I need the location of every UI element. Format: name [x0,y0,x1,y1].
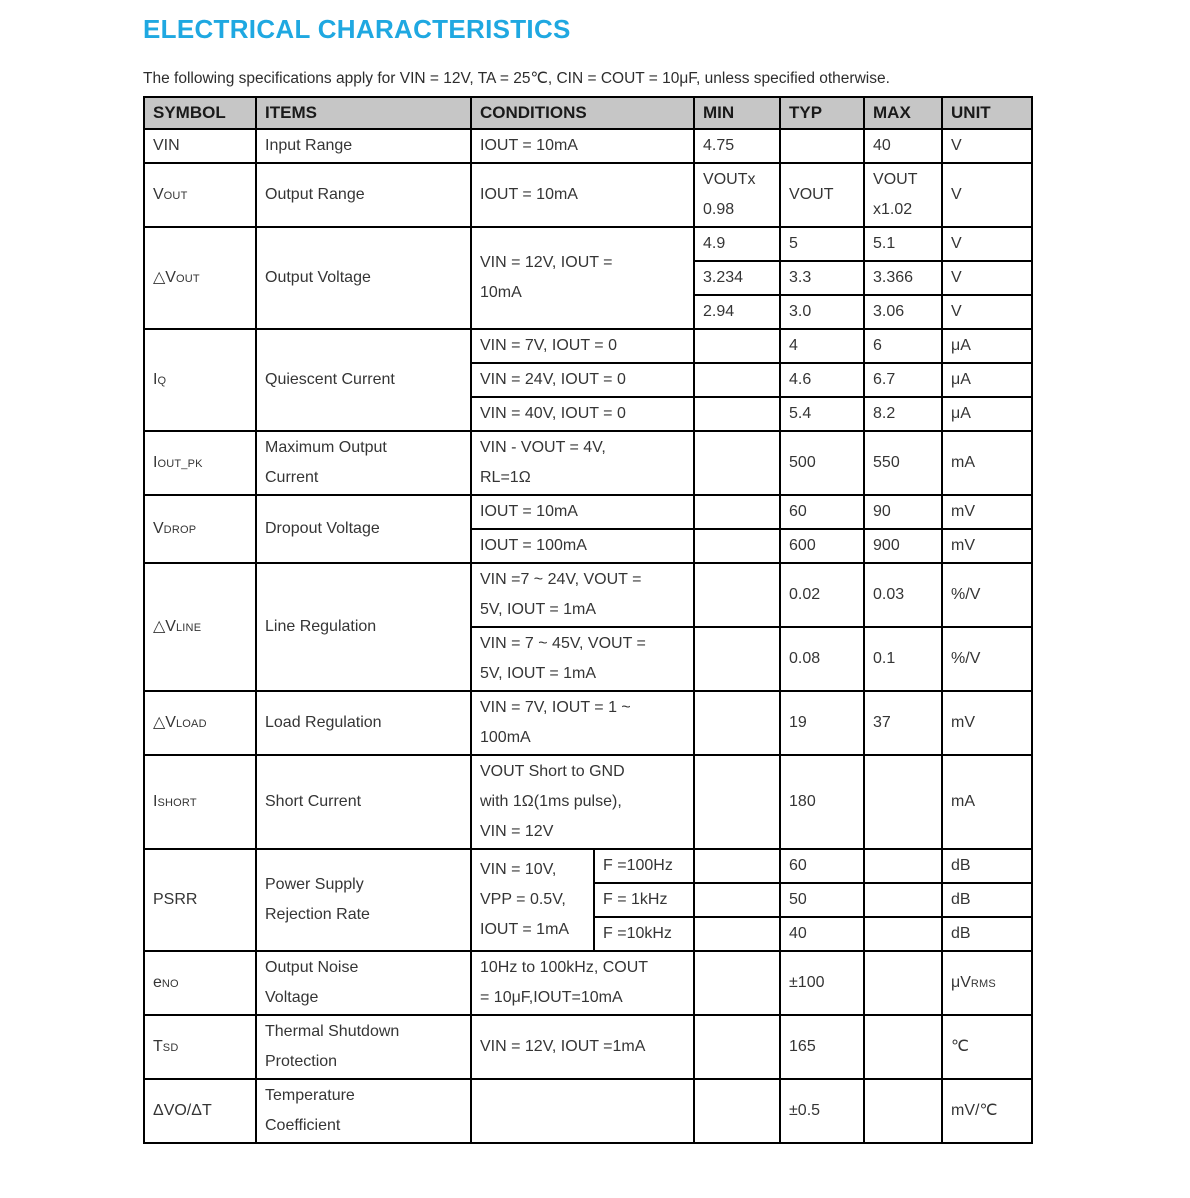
unit-cell [942,529,1032,563]
symbol-cell [144,431,256,495]
cell-text: Power Supply [265,876,364,893]
item-cell [256,563,471,691]
unit-cell [942,755,1032,849]
cell-text: Output Range [265,186,365,203]
symbol-subscript: LOAD [175,717,207,730]
cell-text: ℃ [951,1038,969,1055]
cell-text: %/V [951,650,981,667]
cell-text: Maximum Output [265,439,387,456]
condition-right-cell [594,849,694,883]
cell-text: 500 [789,454,816,471]
cell-text: ±0.5 [789,1102,821,1119]
col-header-items: ITEMS [256,97,471,129]
symbol-subscript: SD [162,1041,179,1054]
cell-text: F =10kHz [603,925,672,942]
cell-text: 0.08 [789,650,821,667]
min-cell [694,627,780,691]
max-cell [864,431,942,495]
cell-text: %/V [951,586,981,603]
cell-text: mV [951,714,976,731]
typ-cell [780,755,864,849]
min-cell [694,563,780,627]
max-cell [864,849,942,883]
item-cell [256,129,471,163]
cell-text: mV/℃ [951,1102,998,1119]
condition-cell [471,529,694,563]
symbol-subscript: OUT_PK [157,457,203,470]
cell-text: VOUT [873,171,918,188]
cell-text: 90 [873,503,891,520]
cell-text: mV [951,537,976,554]
cell-text: 6 [873,337,882,354]
min-cell [694,755,780,849]
document-content [143,0,1035,1144]
cell-text: 40 [873,137,891,154]
condition-cell [471,691,694,755]
col-header-typ: TYP [780,97,864,129]
symbol-cell [144,163,256,227]
cell-text: VIN = 24V, IOUT = 0 [480,371,626,388]
min-cell [694,1079,780,1143]
min-cell [694,431,780,495]
symbol-subscript: Q [157,374,167,387]
unit-cell [942,495,1032,529]
cell-text: Voltage [265,989,319,1006]
typ-cell [780,397,864,431]
cell-text: Current [265,469,319,486]
cell-text: V [153,185,164,203]
cell-text: 5.4 [789,405,812,422]
col-header-max: MAX [864,97,942,129]
table-row [144,431,1032,495]
max-cell [864,917,942,951]
typ-cell [780,431,864,495]
max-cell [864,227,942,261]
cell-text: 100mA [480,729,531,746]
max-cell [864,563,942,627]
cell-text: VIN [153,137,180,154]
typ-cell [780,627,864,691]
condition-right-cell [594,883,694,917]
symbol-subscript: OUT [163,189,188,202]
item-cell [256,1015,471,1079]
cell-text: 6.7 [873,371,896,388]
unit-cell [942,363,1032,397]
cell-text: V [153,519,164,537]
cell-text: VPP = 0.5V, [480,891,566,908]
intro-note: The following specifications apply for VIN = 12V, TA = 25℃, CIN = COUT = 10μF, unless specified otherwise. [143,70,890,87]
condition-cell [471,755,694,849]
condition-cell [471,397,694,431]
symbol-cell [144,329,256,431]
typ-cell [780,261,864,295]
cell-text: dB [951,925,971,942]
cell-text: V [951,303,962,320]
col-header-min: MIN [694,97,780,129]
cell-text: 2.94 [703,303,735,320]
min-cell [694,227,780,261]
cell-text: IOUT = 1mA [480,921,570,938]
cell-text: 550 [873,454,900,471]
cell-text: 600 [789,537,816,554]
cell-text: IOUT = 10mA [480,186,578,203]
symbol-cell [144,951,256,1015]
item-cell [256,1079,471,1143]
typ-cell [780,227,864,261]
cell-text: 60 [789,503,807,520]
typ-cell [780,883,864,917]
cell-text: Input Range [265,137,353,154]
cell-text: Thermal Shutdown [265,1023,400,1040]
cell-text: 5V, IOUT = 1mA [480,601,597,618]
symbol-cell [144,227,256,329]
cell-text: Load Regulation [265,714,382,731]
unit-cell [942,261,1032,295]
cell-text: 900 [873,537,900,554]
symbol-subscript: LINE [175,621,202,634]
typ-cell [780,849,864,883]
cell-text: PSRR [153,891,198,908]
condition-cell [471,1015,694,1079]
cell-text: 5.1 [873,235,896,252]
typ-cell [780,295,864,329]
cell-text: F =100Hz [603,857,673,874]
cell-text: 0.98 [703,201,735,218]
max-cell [864,951,942,1015]
typ-cell [780,1079,864,1143]
cell-text: Output Noise [265,959,359,976]
cell-text: e [153,973,162,991]
cell-text: V [951,186,962,203]
cell-text: VIN = 7 ~ 45V, VOUT = [480,635,646,652]
unit-cell [942,849,1032,883]
item-cell [256,431,471,495]
table-row [144,1015,1032,1079]
cell-text: VIN = 40V, IOUT = 0 [480,405,626,422]
spec-table-body [144,129,1032,1143]
item-cell [256,691,471,755]
item-cell [256,849,471,951]
unit-cell [942,1015,1032,1079]
table-row [144,227,1032,261]
item-cell [256,329,471,431]
cell-text: VOUT [789,186,834,203]
table-row [144,495,1032,529]
cell-text: Line Regulation [265,618,377,635]
table-row [144,951,1032,1015]
cell-text: ΔVO/ΔT [153,1102,212,1119]
cell-text: Rejection Rate [265,906,370,923]
min-cell [694,691,780,755]
symbol-cell [144,1079,256,1143]
cell-text: 4.9 [703,235,726,252]
max-cell [864,529,942,563]
table-row [144,691,1032,755]
unit-cell [942,397,1032,431]
electrical-characteristics-table [143,96,1033,1144]
min-cell [694,163,780,227]
cell-text: VIN = 12V [480,823,554,840]
cell-text: 3.06 [873,303,905,320]
cell-text: 0.03 [873,586,905,603]
symbol-subscript: NO [161,977,179,990]
cell-text: △V [153,268,176,286]
cell-text: 4.6 [789,371,812,388]
min-cell [694,917,780,951]
cell-text: μA [951,337,971,354]
cell-text: 50 [789,891,807,908]
symbol-cell [144,563,256,691]
table-row [144,563,1032,627]
max-cell [864,1079,942,1143]
cell-text: V [951,137,962,154]
unit-cell [942,329,1032,363]
min-cell [694,529,780,563]
condition-cell [471,951,694,1015]
cell-text: T [153,1037,163,1055]
col-header-symbol: SYMBOL [144,97,256,129]
min-cell [694,329,780,363]
typ-cell [780,495,864,529]
condition-cell [471,227,694,329]
max-cell [864,495,942,529]
symbol-subscript: DROP [163,523,197,536]
cell-text: with 1Ω(1ms pulse), [480,793,622,810]
condition-right-cell [594,917,694,951]
cell-text: 0.1 [873,650,896,667]
condition-cell [471,129,694,163]
condition-cell [471,1079,694,1143]
symbol-subscript: OUT [175,272,200,285]
cell-text: μA [951,371,971,388]
cell-text: IOUT = 100mA [480,537,587,554]
cell-text: VIN =7 ~ 24V, VOUT = [480,571,642,588]
unit-cell [942,917,1032,951]
cell-text: VIN = 12V, IOUT =1mA [480,1038,646,1055]
item-cell [256,227,471,329]
typ-cell [780,691,864,755]
item-cell [256,951,471,1015]
typ-cell [780,129,864,163]
cell-text: 4 [789,337,798,354]
typ-cell [780,163,864,227]
cell-text: VIN = 7V, IOUT = 1 ~ [480,699,631,716]
cell-text: 3.234 [703,269,744,286]
symbol-cell [144,691,256,755]
unit-cell [942,691,1032,755]
cell-text: dB [951,857,971,874]
cell-text: I [153,370,158,388]
cell-text: VIN = 12V, IOUT = [480,254,613,271]
table-row [144,755,1032,849]
cell-text: 3.366 [873,269,914,286]
cell-text: VIN = 7V, IOUT = 0 [480,337,617,354]
min-cell [694,295,780,329]
col-header-unit: UNIT [942,97,1032,129]
cell-text: mA [951,454,976,471]
min-cell [694,363,780,397]
max-cell [864,755,942,849]
max-cell [864,129,942,163]
unit-cell [942,951,1032,1015]
max-cell [864,397,942,431]
condition-cell [471,363,694,397]
max-cell [864,883,942,917]
condition-cell [471,431,694,495]
cell-text: μA [951,405,971,422]
cell-text: V [951,269,962,286]
cell-text: IOUT = 10mA [480,137,578,154]
condition-cell [471,495,694,529]
cell-text: VOUT Short to GND [480,763,625,780]
cell-text: Short Current [265,793,362,810]
typ-cell [780,1015,864,1079]
cell-text: I [153,792,158,810]
table-row [144,849,1032,883]
max-cell [864,163,942,227]
cell-text: IOUT = 10mA [480,503,578,520]
unit-cell [942,227,1032,261]
cell-text: VOUTx [703,171,756,188]
item-cell [256,755,471,849]
cell-text: VIN = 10V, [480,861,557,878]
typ-cell [780,563,864,627]
min-cell [694,1015,780,1079]
cell-text: 10Hz to 100kHz, COUT [480,959,649,976]
symbol-cell [144,129,256,163]
cell-text: △V [153,617,176,635]
unit-cell [942,129,1032,163]
unit-cell [942,1079,1032,1143]
max-cell [864,691,942,755]
cell-text: 37 [873,714,891,731]
condition-cell [471,329,694,363]
symbol-cell [144,755,256,849]
unit-cell [942,563,1032,627]
typ-cell [780,363,864,397]
cell-text: I [153,453,158,471]
typ-cell [780,951,864,1015]
symbol-subscript: RMS [970,977,996,990]
table-header [144,97,1032,129]
cell-text: 165 [789,1038,816,1055]
unit-cell [942,295,1032,329]
cell-text: V [951,235,962,252]
symbol-cell [144,1015,256,1079]
cell-text: 19 [789,714,807,731]
cell-text: 40 [789,925,807,942]
cell-text: ±100 [789,974,825,991]
symbol-cell [144,849,256,951]
min-cell [694,129,780,163]
condition-cell [471,627,694,691]
page-title: ELECTRICAL CHARACTERISTICS [143,14,571,44]
cell-text: 60 [789,857,807,874]
cell-text: Coefficient [265,1117,341,1134]
cell-text: μV [951,973,971,991]
cell-text: 10mA [480,284,522,301]
cell-text: F = 1kHz [603,891,668,908]
condition-cell [471,163,694,227]
cell-text: 180 [789,793,816,810]
cell-text: dB [951,891,971,908]
min-cell [694,849,780,883]
max-cell [864,329,942,363]
max-cell [864,1015,942,1079]
max-cell [864,363,942,397]
unit-cell [942,627,1032,691]
min-cell [694,951,780,1015]
max-cell [864,261,942,295]
cell-text: 0.02 [789,586,821,603]
typ-cell [780,329,864,363]
item-cell [256,163,471,227]
unit-cell [942,883,1032,917]
symbol-cell [144,495,256,563]
cell-text: Quiescent Current [265,371,395,388]
cell-text: mA [951,793,976,810]
header-row [144,97,1032,129]
cell-text: Protection [265,1053,338,1070]
cell-text: Temperature [265,1087,355,1104]
cell-text: mV [951,503,976,520]
symbol-subscript: SHORT [157,796,197,809]
condition-cell [471,563,694,627]
max-cell [864,627,942,691]
cell-text: Dropout Voltage [265,520,380,537]
cell-text: Output Voltage [265,269,371,286]
table-row [144,129,1032,163]
cell-text: 3.3 [789,269,812,286]
min-cell [694,495,780,529]
cell-text: x1.02 [873,201,913,218]
cell-text: 3.0 [789,303,812,320]
table-row [144,329,1032,363]
typ-cell [780,529,864,563]
min-cell [694,883,780,917]
cell-text: RL=1Ω [480,469,531,486]
cell-text: = 10μF,IOUT=10mA [480,989,623,1006]
cell-text: 8.2 [873,405,896,422]
cell-text: △V [153,713,176,731]
cell-text: VIN - VOUT = 4V, [480,439,606,456]
col-header-conditions: CONDITIONS [471,97,694,129]
unit-cell [942,431,1032,495]
table-row [144,163,1032,227]
max-cell [864,295,942,329]
table-row [144,1079,1032,1143]
min-cell [694,397,780,431]
unit-cell [942,163,1032,227]
item-cell [256,495,471,563]
cell-text: 4.75 [703,137,735,154]
cell-text: 5V, IOUT = 1mA [480,665,597,682]
min-cell [694,261,780,295]
condition-left-cell [471,849,594,951]
typ-cell [780,917,864,951]
cell-text: 5 [789,235,798,252]
